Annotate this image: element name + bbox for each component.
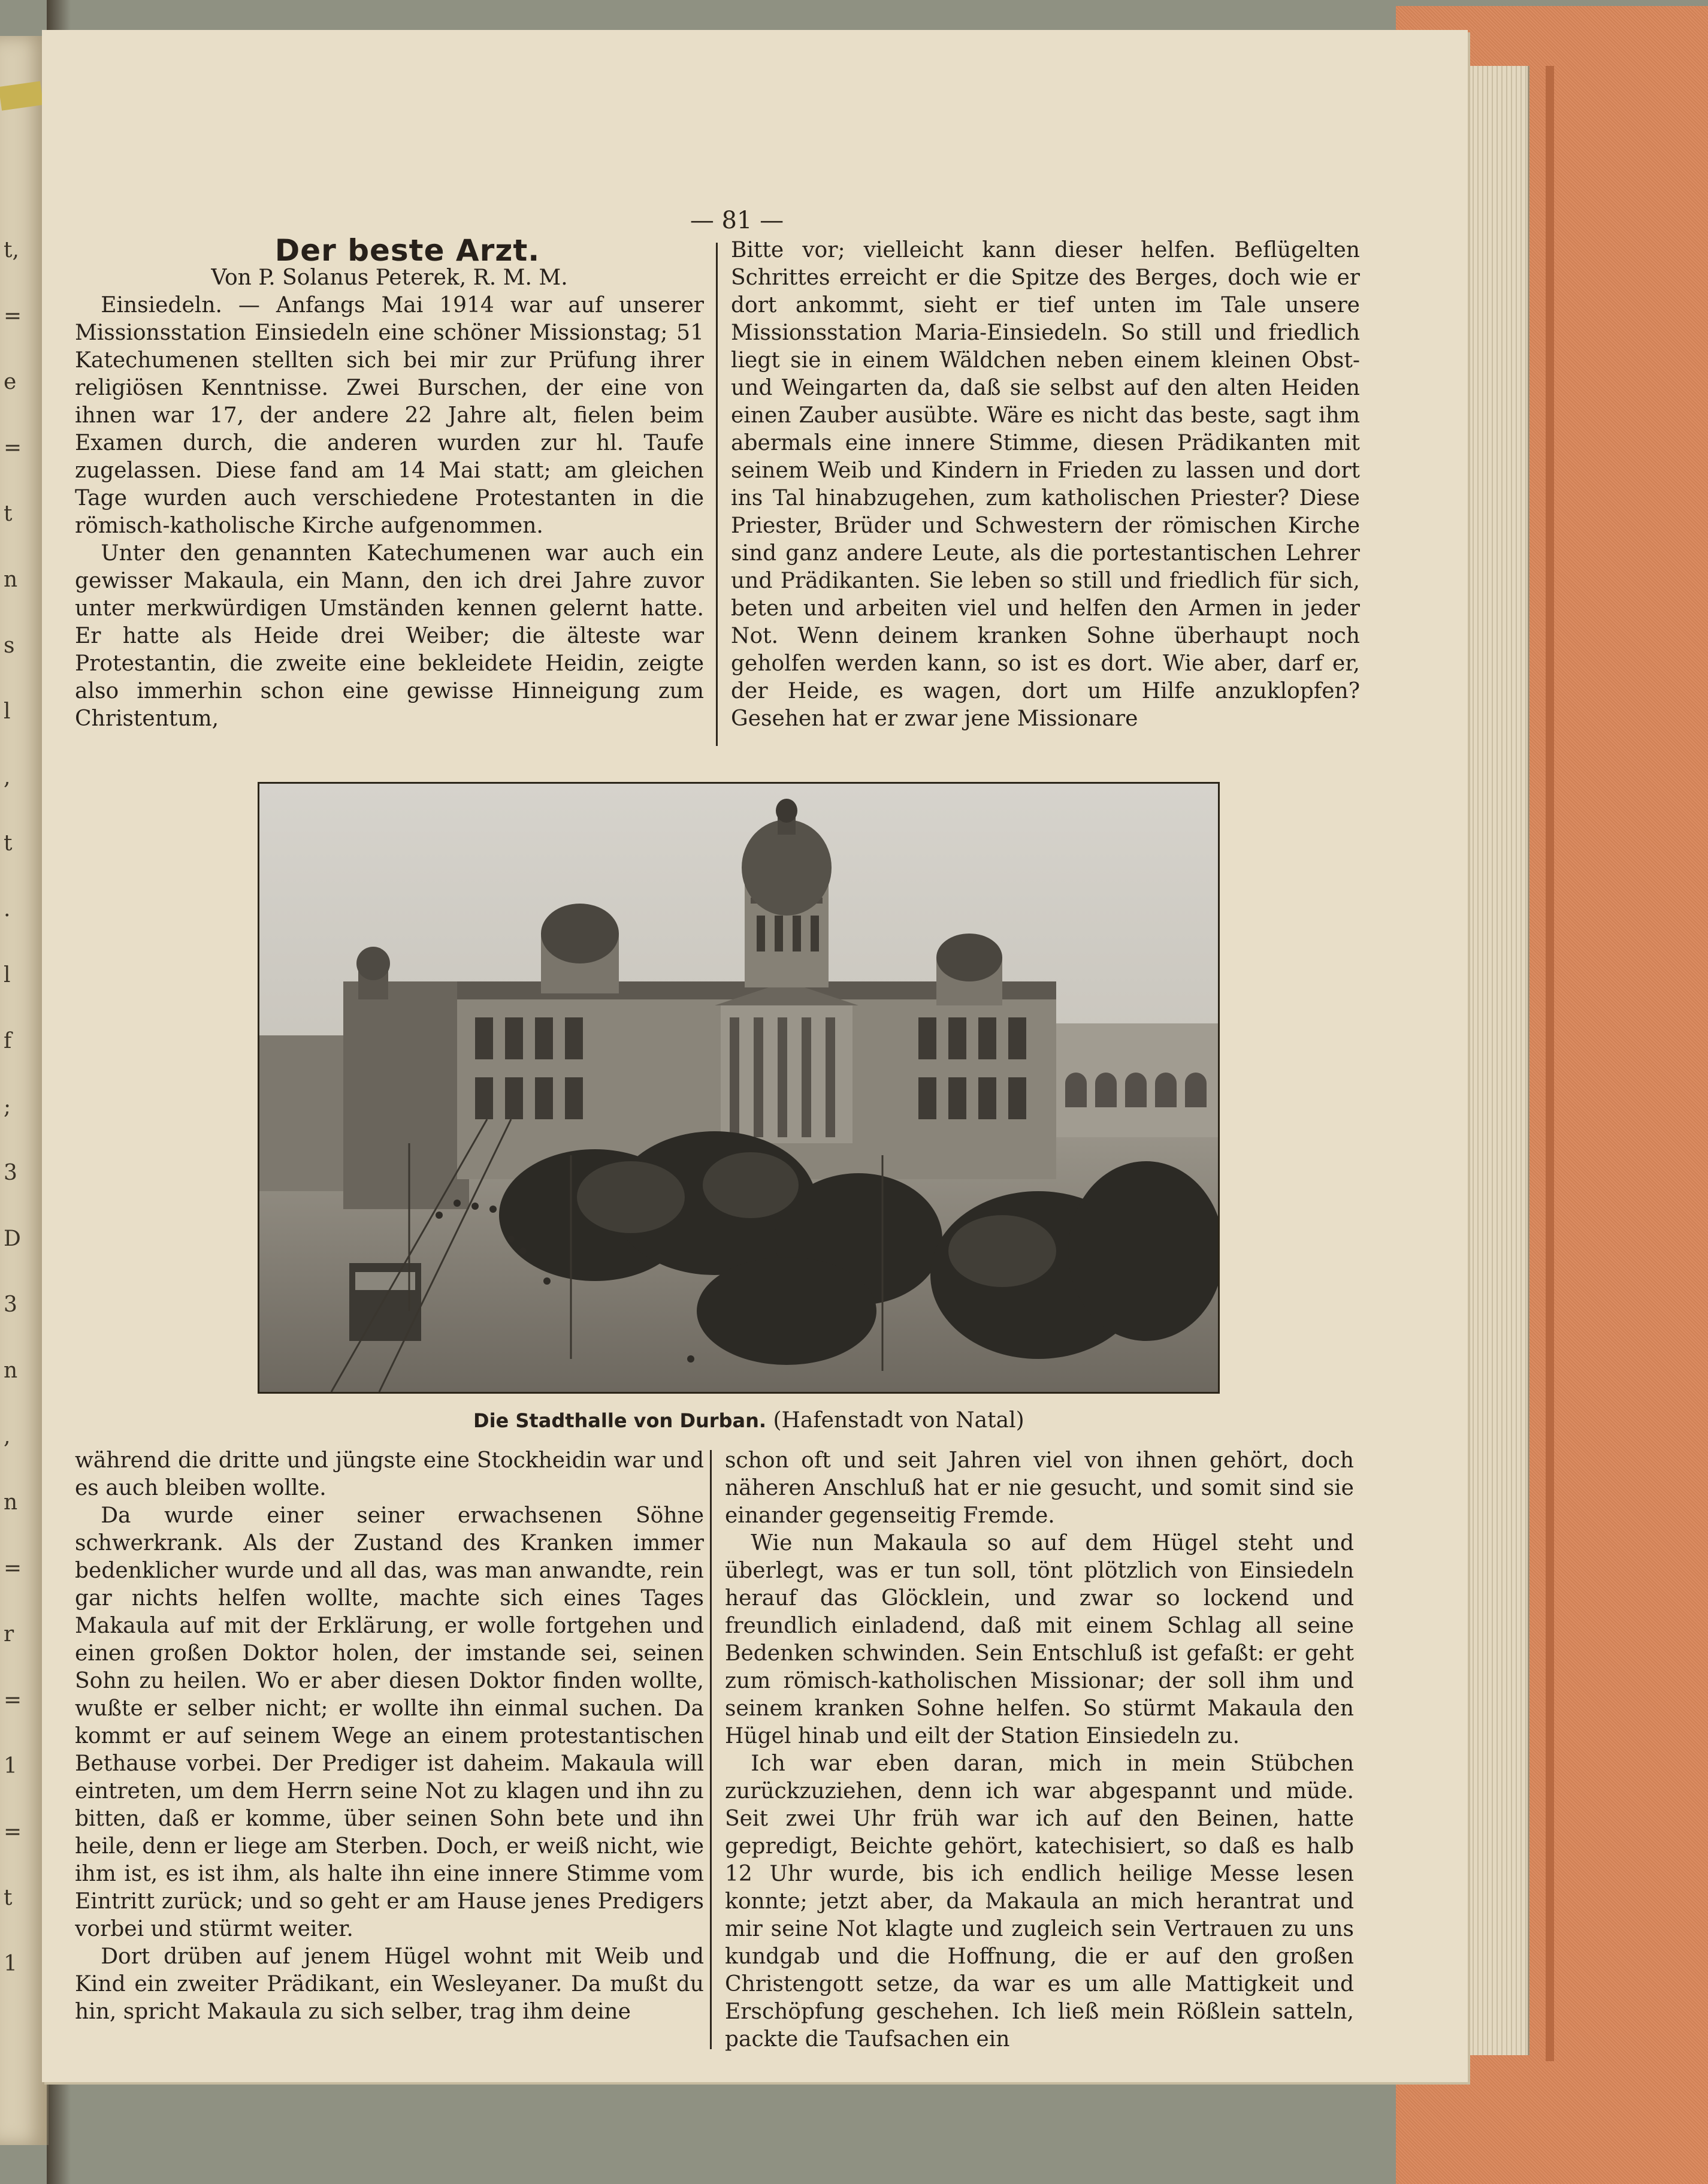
left-page-fragment: r — [4, 1622, 14, 1647]
left-page-fragment: 3 — [4, 1161, 17, 1185]
left-page-fragment: l — [4, 963, 11, 987]
article-title: Der beste Arzt. — [274, 237, 540, 268]
left-page-fragment: s — [4, 633, 15, 658]
left-page-fragment: n — [4, 1490, 18, 1515]
column-left-bottom — [75, 1447, 704, 2052]
left-page-fragment: D — [4, 1227, 21, 1251]
left-page-fragment: , — [4, 1424, 11, 1449]
left-page-fragment: n — [4, 1358, 18, 1383]
left-page-fragment: 1 — [4, 1754, 17, 1778]
left-page-fragment: = — [4, 1688, 22, 1712]
left-page-fragment: n — [4, 567, 18, 592]
paragraph: während die dritte und jüngste eine Stockheidin war und es auch bleiben wollte. — [75, 1448, 704, 1500]
left-page-fragment: t — [4, 502, 13, 526]
page-number: — 81 — — [690, 207, 784, 234]
left-page-fragment: = — [4, 304, 22, 328]
paragraph: Ich war eben daran, mich in mein Stübchen zurückzuziehen, denn ich war abgespannt und müde. Seit zwei Uhr früh war ich auf den Beinen, hatte gepredigt, Beichte gehört, katechisiert, so daß es halb 12 Uhr wurde, bis ich endlich heilige Messe lesen konnte; jetzt aber, da Makaula an mich herantrat und mir seine Not klagte und zugleich sein Vertrauen zu uns kundgab und die Hoffnung, die er auf den großen Christengott setze, da war es um alle Mattigkeit und Erschöpfung geschehen. Ich ließ mein Rößlein satteln, packte die Taufsachen ein — [725, 1751, 1354, 2052]
column-left-top — [75, 237, 704, 752]
right-page — [42, 30, 1468, 2082]
left-page-fragment: 1 — [4, 1952, 17, 1976]
photo-caption — [473, 1408, 1252, 1433]
paragraph: Einsiedeln. — Anfangs Mai 1914 war auf unserer Missionsstation Einsiedeln eine schöner Missionstag; 51 Katechumenen stellten sich bei mir zur Prüfung ihrer religiösen Kenntnisse. Zwei Burschen, der eine von ihnen war 17, der andere 22 Jahre alt, fielen beim Examen durch, die anderen wurden zur hl. Taufe zugelassen. Diese fand am 14 Mai statt; am gleichen Tage wurden auch verschiedene Protestanten in die römisch-katholische Kirche aufgenommen. — [75, 293, 704, 538]
column-right-bottom — [725, 1447, 1354, 2052]
left-page-edge — [0, 36, 49, 2145]
durban-city-hall-photo — [258, 782, 1220, 1394]
left-page-fragment: e — [4, 370, 17, 394]
left-page-fragment: , — [4, 765, 11, 790]
column-divider-top — [716, 243, 718, 746]
paragraph: Unter den genannten Katechumenen war auch ein gewisser Makaula, ein Mann, den ich drei Jahre zuvor unter merkwürdigen Umständen kennen gelernt hatte. Er hatte als Heide drei Weiber; die älteste war Protestantin, die zweite eine bekleidete Heidin, zeigte also immerhin schon eine gewisse Hinneigung zum Christentum, — [75, 541, 704, 731]
article-author: Von P. Solanus Peterek, R. M. M. — [211, 265, 568, 290]
left-page-fragment: ; — [4, 1095, 11, 1119]
left-page-fragment: t — [4, 1886, 13, 1910]
left-page-fragment: = — [4, 1820, 22, 1844]
left-page-fragment: t — [4, 831, 13, 856]
left-page-fragment: f — [4, 1029, 12, 1053]
caption-note: (Hafenstadt von Natal) — [773, 1408, 1024, 1433]
paragraph: Wie nun Makaula so auf dem Hügel steht und überlegt, was er tun soll, tönt plötzlich von Einsiedeln herauf das Glöcklein, und zwar so lockend und freundlich einladend, daß mit einem Schlag all seine Bedenken schwinden. Sein Entschluß ist gefaßt: er geht zum römisch-katholischen Missionar; der soll ihm und seinem kranken Sohne helfen. So stürmt Makaula den Hügel hinab und eilt der Station Einsiedeln zu. — [725, 1531, 1354, 1748]
left-page-fragment: . — [4, 897, 11, 922]
left-page-fragment: 3 — [4, 1292, 17, 1317]
paragraph: schon oft und seit Jahren viel von ihnen gehört, doch näheren Anschluß hat er nie gesucht, und somit sind sie einander gegenseitig Fremde. — [725, 1448, 1354, 1528]
left-page-fragment: l — [4, 699, 11, 724]
left-page-fragment: t, — [4, 238, 19, 262]
cover-edge — [1546, 66, 1554, 2061]
caption-title: Die Stadthalle von Durban. — [473, 1409, 766, 1432]
left-page-fragment: = — [4, 1556, 22, 1581]
paragraph: Dort drüben auf jenem Hügel wohnt mit Weib und Kind ein zweiter Prädikant, ein Wesleyaner. Da mußt du hin, spricht Makaula zu sich selber, trag ihm deine — [75, 1944, 704, 2024]
column-divider-bottom — [710, 1450, 712, 2049]
paragraph: Bitte vor; vielleicht kann dieser helfen. Beflügelten Schrittes erreicht er die Spitze des Berges, doch wie er dort ankommt, sieht er tief unten im Tale unsere Missionsstation Maria-Einsiedeln. So still und friedlich liegt sie in einem Wäldchen neben einem kleinen Obst- und Weingarten da, daß sie selbst auf den alten Heiden einen Zauber ausübte. Wäre es nicht das beste, sagt ihm abermals eine innere Stimme, diesen Prädikanten mit seinem Weib und Kindern in Frieden zu lassen und dort ins Tal hinabzugehen, zum katholischen Priester? Diese Priester, Brüder und Schwestern der römischen Kirche sind ganz andere Leute, als die portestantischen Lehrer und Prädikanten. Sie leben so still und friedlich für sich, beten und arbeiten viel und helfen den Armen in jeder Not. Wenn deinem kranken Sohne überhaupt noch geholfen werden kann, so ist es dort. Wie aber, darf er, der Heide, es wagen, dort um Hilfe anzuklopfen? Gesehen hat er zwar jene Missionare — [731, 238, 1360, 731]
paragraph: Da wurde einer seiner erwachsenen Söhne schwerkrank. Als der Zustand des Kranken immer bedenklicher wurde und all das, was man anwandte, rein gar nichts helfen wollte, machte sich eines Tages Makaula auf mit der Erklärung, er wolle fortgehen und einen großen Doktor holen, der imstande sei, seinen Sohn zu heilen. Wo er aber diesen Doktor finden wollte, wußte er selber nicht; er wollte ihn einmal suchen. Da kommt er auf seinem Wege an einem protestantischen Bethause vorbei. Der Prediger ist daheim. Makaula will eintreten, um dem Herrn seine Not zu klagen und ihn zu bitten, daß er komme, über seinen Sohn bete und ihn heile, denn er liege am Sterben. Doch, er weiß nicht, wie ihm ist, es ist ihm, als halte ihn eine innere Stimme vom Eintritt zurück; und so geht er am Hause jenes Predigers vorbei und stürmt weiter. — [75, 1503, 704, 1941]
left-page-fragment: = — [4, 436, 22, 460]
column-right-top — [731, 237, 1360, 752]
